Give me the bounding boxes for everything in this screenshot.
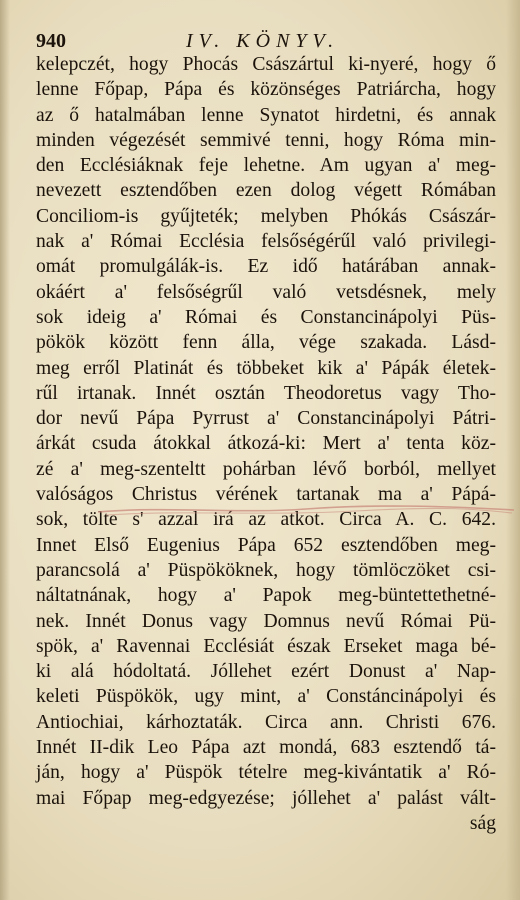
text-line: Innet Első Eugenius Pápa 652 esztendőben meg- bbox=[36, 534, 496, 556]
text-line: nevezett esztendőben ezen dolog végett Rómában bbox=[36, 180, 496, 202]
text-line: lenne Főpap, Pápa és közönséges Patriárcha, hogy bbox=[36, 79, 496, 101]
text-line: dor nevű Pápa Pyrrust a' Constancinápolyi Pátri- bbox=[36, 408, 496, 430]
text-line: kelepczét, hogy Phocás Császártul ki-nyeré, hogy ő bbox=[36, 54, 496, 75]
text-line: náltatnának, hogy a' Papok meg-büntettethetné- bbox=[36, 585, 496, 607]
text-line: nak a' Római Ecclésia felsőségérűl való privilegi- bbox=[36, 231, 496, 253]
text-line: ság bbox=[469, 812, 496, 834]
text-line: pökök között fenn álla, vége szakada. Lásd- bbox=[36, 332, 496, 354]
text-line: zé a' meg-szenteltt pohárban lévő borból, mellyet bbox=[36, 458, 496, 480]
text-line: sok, tölte s' azzal irá az atkot. Circa A. C. 642. bbox=[36, 509, 496, 531]
body-text bbox=[36, 52, 496, 836]
text-line: omát promulgálák-is. Ez idő határában annak- bbox=[36, 256, 496, 278]
text-line: parancsolá a' Püspököknek, hogy tömlöczöket csi- bbox=[36, 559, 496, 581]
text-line: okáért a' felsőségrűl való vetsdésnek, mely bbox=[36, 281, 496, 303]
text-line: sok ideig a' Római és Constancinápolyi Püs- bbox=[36, 306, 496, 328]
text-line: meg erről Platinát és többeket kik a' Pápák életek- bbox=[36, 357, 496, 379]
text-line: rűl irtanak. Innét osztán Theodoretus vagy Tho- bbox=[36, 382, 496, 404]
text-line: nek. Innét Donus vagy Domnus nevű Római Pü- bbox=[36, 610, 496, 632]
page-right-edge-shadow bbox=[506, 0, 520, 900]
text-line: Innét II-dik Leo Pápa azt mondá, 683 esztendő tá- bbox=[36, 737, 496, 759]
text-line: Antiochiai, kárhoztaták. Circa ann. Christi 676. bbox=[36, 711, 496, 733]
text-line: az ő hatalmában lenne Synatot hirdetni, és annak bbox=[36, 104, 496, 126]
text-line: mai Főpap meg-edgyezése; jóllehet a' palást vált- bbox=[36, 787, 496, 809]
text-line: ján, hogy a' Püspök tételre meg-kivántatik a' Ró- bbox=[36, 762, 496, 784]
text-line: den Ecclésiáknak feje lehetne. Am ugyan a' meg- bbox=[36, 155, 496, 177]
text-line: Conciliom-is gyűjteték; melyben Phókás Császár- bbox=[36, 205, 496, 227]
text-line: keleti Püspökök, ugy mint, a' Constáncinápolyi és bbox=[36, 686, 496, 708]
text-line: valóságos Christus vérének tartanak ma a' Pápá- bbox=[36, 484, 496, 506]
running-head: IV. KÖNYV. bbox=[186, 30, 340, 52]
text-line: minden végezését semmivé tenni, hogy Róma min- bbox=[36, 129, 496, 151]
page-number: 940 bbox=[36, 30, 66, 52]
page-left-edge-shadow bbox=[0, 0, 10, 900]
text-line: árkát csuda átokkal átkozá-ki: Mert a' tenta köz- bbox=[36, 433, 496, 455]
text-line: ki alá hódoltatá. Jóllehet ezért Donust a' Nap- bbox=[36, 661, 496, 683]
text-line: spök, a' Ravennai Ecclésiát észak Erseket maga bé- bbox=[36, 635, 496, 657]
